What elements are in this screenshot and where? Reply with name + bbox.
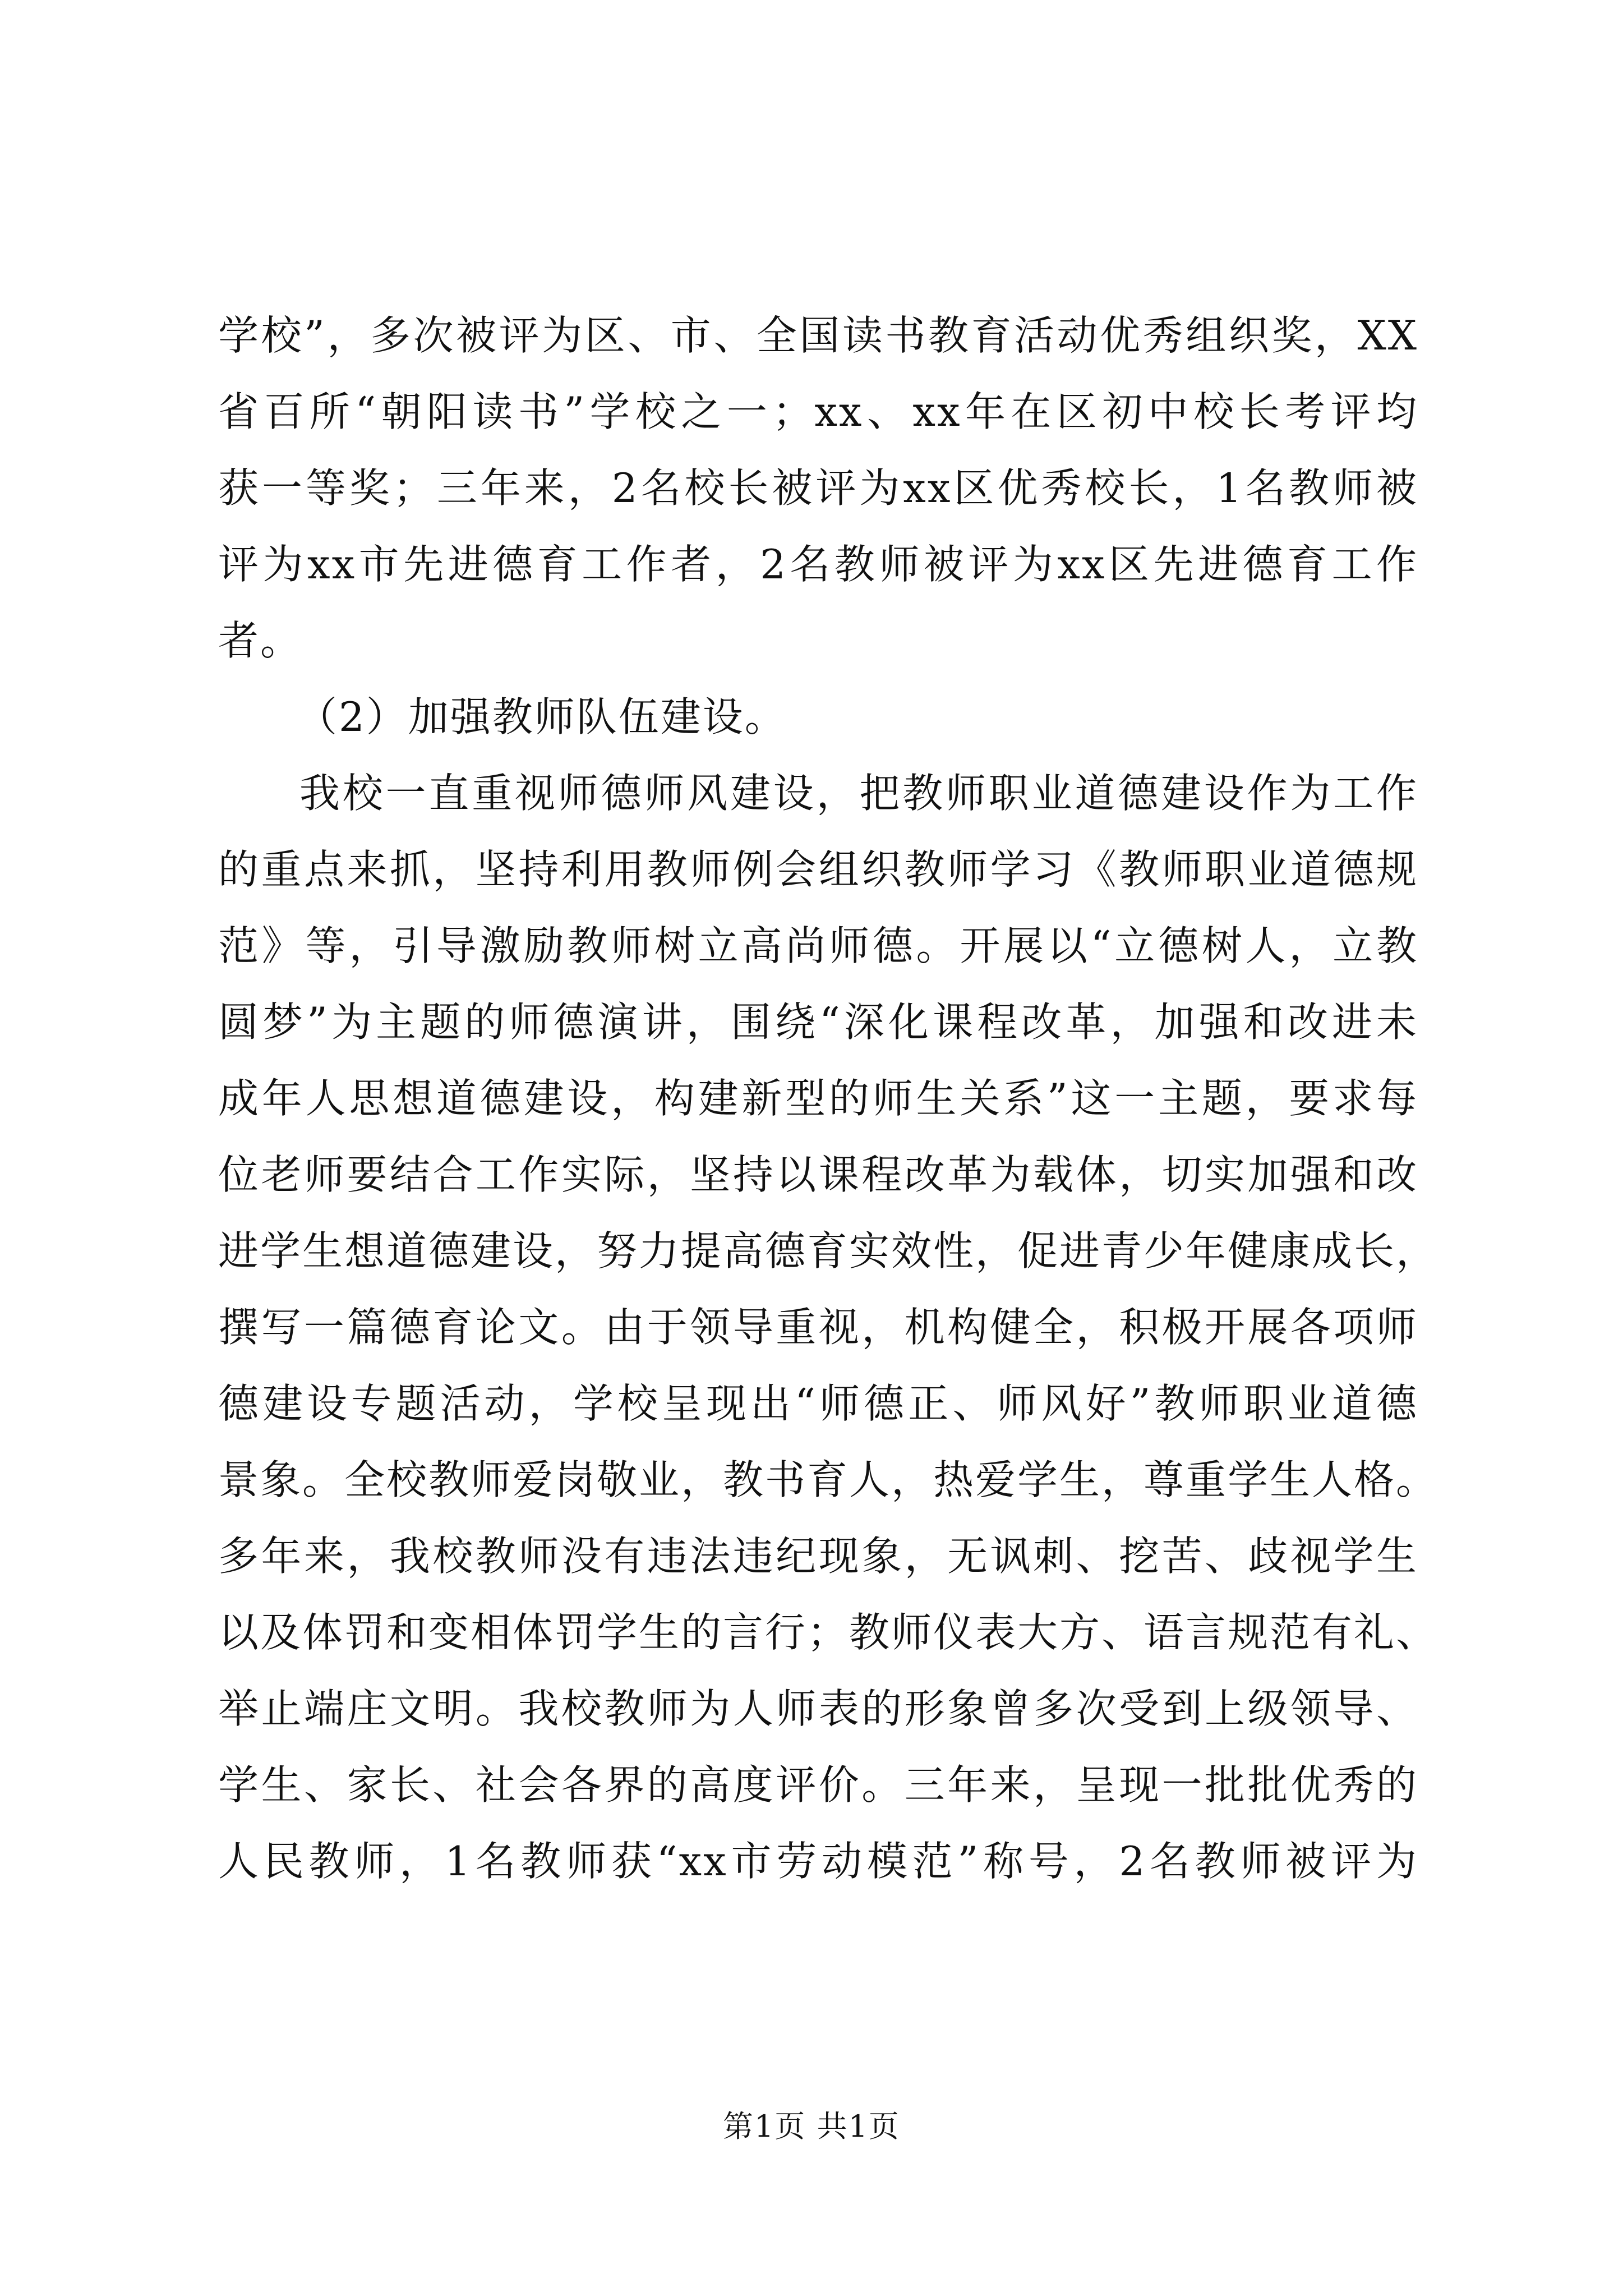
body-line: 范》等，引导激励教师树立高尚师德。开展以“立德树人，立教 (218, 922, 1418, 969)
body-line: 者。 (218, 617, 303, 664)
body-line: 的重点来抓，坚持利用教师例会组织教师学习《教师职业道德规 (218, 846, 1418, 893)
body-line: 成年人思想道德建设，构建新型的师生关系”这一主题，要求每 (218, 1075, 1418, 1122)
body-line: 位老师要结合工作实际，坚持以课程改革为载体，切实加强和改 (218, 1151, 1418, 1198)
section-heading: （2）加强教师队伍建设。 (297, 693, 787, 740)
body-line: 以及体罚和变相体罚学生的言行；教师仪表大方、语言规范有礼、 (218, 1609, 1438, 1656)
body-line: 景象。全校教师爱岗敬业，教书育人，热爱学生，尊重学生人格。 (218, 1456, 1438, 1503)
body-line: 评为xx市先进德育工作者，2名教师被评为xx区先进德育工作 (218, 541, 1418, 588)
document-body (218, 297, 1438, 1899)
body-line: 人民教师，1名教师获“xx市劳动模范”称号，2名教师被评为 (218, 1838, 1418, 1885)
body-line: 撰写一篇德育论文。由于领导重视，机构健全，积极开展各项师 (218, 1304, 1418, 1351)
body-line: 圆梦”为主题的师德演讲，围绕“深化课程改革，加强和改进未 (218, 999, 1418, 1046)
body-line: 进学生想道德建设，努力提高德育实效性，促进青少年健康成长， (218, 1227, 1438, 1274)
page-footer (0, 2102, 1623, 2146)
body-line: 举止端庄文明。我校教师为人师表的形象曾多次受到上级领导、 (218, 1685, 1418, 1732)
body-line: 省百所“朝阳读书”学校之一；xx、xx年在区初中校长考评均 (218, 388, 1418, 435)
paragraph-first-line: 我校一直重视师德师风建设，把教师职业道德建设作为工作 (299, 770, 1418, 817)
body-line: 学生、家长、社会各界的高度评价。三年来，呈现一批批优秀的 (218, 1761, 1418, 1809)
body-line: 学校”，多次被评为区、市、全国读书教育活动优秀组织奖，XX (218, 312, 1418, 359)
body-line: 德建设专题活动，学校呈现出“师德正、师风好”教师职业道德 (218, 1380, 1418, 1427)
page-number-label: 第1页 共1页 (723, 2109, 900, 2144)
body-line: 多年来，我校教师没有违法违纪现象，无讽刺、挖苦、歧视学生 (218, 1533, 1418, 1580)
body-line: 获一等奖；三年来，2名校长被评为xx区优秀校长，1名教师被 (218, 464, 1418, 512)
